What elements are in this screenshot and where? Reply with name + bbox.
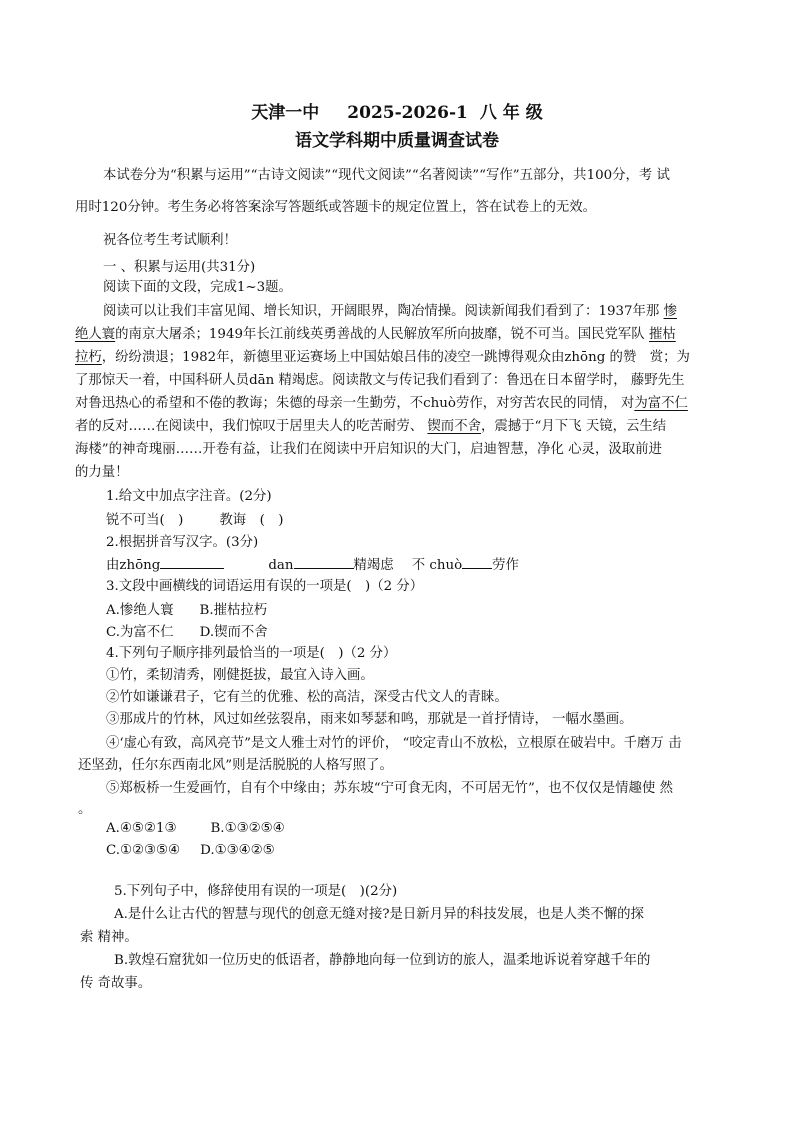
q4-sentence-5a: ⑤郑板桥一生爱画竹，自有个中缘由；苏东坡“宁可食无肉，不可居无竹”，也不仅仅是情趣使 然 xyxy=(106,781,673,796)
q4-sentence-2: ②竹如谦谦君子，它有兰的优雅、松的高洁，深受古代文人的青睐。 xyxy=(106,690,508,705)
q1-item-b: 教诲 ( ) xyxy=(219,513,284,528)
q4-sentence-4b: 还坚劲，任尔东西南北风”则是活脱脱的人格写照了。 xyxy=(78,758,393,773)
intro-line-2: 用时120分钟。考生务必将答案涂写答题纸或答题卡的规定位置上，答在试卷上的无效。 xyxy=(75,200,597,215)
passage-line-8: 的力量！ xyxy=(75,465,129,480)
underlined-phrase: 惨 xyxy=(663,304,677,319)
passage-line-4: 了那惊天一着，中国科研人员dān 精竭虑。阅读散文与传记我们看到了：鲁迅在日本留学时， 藤野先生 xyxy=(75,373,685,388)
q4-sentence-1: ①竹，柔韧清秀，刚健挺拔，最宜入诗入画。 xyxy=(106,668,374,683)
q2-pinyin-2: dan xyxy=(268,558,294,573)
q4-stem: 4.下列句子顺序排列最恰当的一项是( )（2 分） xyxy=(106,646,397,661)
q2-blank-1[interactable] xyxy=(160,554,224,569)
q3-option-a[interactable]: A.惨绝人寰 xyxy=(106,603,174,618)
q4-sentence-5b: 。 xyxy=(78,802,92,817)
q2-stem: 2.根据拼音写汉字。(3分) xyxy=(106,535,259,550)
q4-option-b[interactable]: B.①③②⑤④ xyxy=(210,821,285,836)
q3-option-c[interactable]: C.为富不仁 xyxy=(106,625,174,640)
q4-option-c[interactable]: C.①②③⑤④ xyxy=(106,843,181,858)
passage-line-7: 海楼”的神奇瑰丽……开卷有益，让我们在阅读中开启知识的大门，启迪智慧，净化 心灵，汲取前进 xyxy=(75,442,662,457)
q5-option-a-line-2: 索 精神。 xyxy=(80,930,138,945)
underlined-phrase: 为富不仁 xyxy=(634,396,688,411)
q4-option-d[interactable]: D.①③④②⑤ xyxy=(200,843,275,858)
q3-option-b[interactable]: B.摧枯拉朽 xyxy=(199,603,268,618)
passage-text: ，震撼于“月下飞 天镜，云生结 xyxy=(480,419,667,434)
q2-items xyxy=(106,554,519,576)
q5-option-b-line-2: 传 奇故事。 xyxy=(80,976,152,991)
intro-line-1: 本试卷分为“积累与运用”“古诗文阅读”“现代文阅读”“名著阅读”“写作”五部分，共100分，考 试 xyxy=(103,168,670,183)
q1-items xyxy=(106,511,283,531)
passage-line-5 xyxy=(75,394,688,414)
exam-subtitle: 语文学科期中质量调查试卷 xyxy=(295,131,499,151)
passage-line-2 xyxy=(75,325,676,345)
passage-line-1 xyxy=(103,302,677,322)
passage-text: ，纷纷溃退；1982年，新德里亚运赛场上中国姑娘吕伟的凌空一跳博得观众由zhōng 的赞 赏；为 xyxy=(101,350,690,365)
section1-instruction: 阅读下面的文段，完成1~3题。 xyxy=(103,280,292,295)
q2-pinyin-1: 由zhōng xyxy=(106,558,161,573)
title-grade: 八 年 级 xyxy=(479,103,543,123)
q2-blank-3[interactable] xyxy=(462,554,492,569)
underlined-phrase: 绝人寰 xyxy=(75,327,116,342)
q1-stem: 1.给文中加点字注音。(2分) xyxy=(106,489,272,504)
q2-pinyin-2-after: 精竭虑 xyxy=(353,558,394,573)
passage-text: 的南京大屠杀；1949年长江前线英勇善战的人民解放军所向披靡，锐不可当。国民党军队 xyxy=(115,327,649,342)
section1-heading: 一 、积累与运用(共31分) xyxy=(103,260,256,275)
q3-option-d[interactable]: D.锲而不舍 xyxy=(199,625,268,640)
underlined-phrase: 摧枯 xyxy=(648,327,676,342)
passage-text: 者的反对……在阅读中，我们惊叹于居里夫人的吃苦耐劳、 xyxy=(75,419,428,434)
title-school: 天津一中 xyxy=(251,103,320,123)
underlined-phrase: 锲而不舍 xyxy=(427,419,481,434)
q3-stem: 3.文段中画横线的词语运用有误的一项是( )（2 分） xyxy=(106,579,424,594)
passage-line-6 xyxy=(75,417,666,437)
title-term: 2025-2026-1 xyxy=(347,103,468,123)
q4-options-row-2 xyxy=(106,841,275,861)
q4-options-row-1 xyxy=(106,819,285,839)
exam-title xyxy=(0,98,794,123)
passage-text: 对鲁迅热心的希望和不倦的教诲；朱德的母亲一生勤劳，不chuò劳作，对穷苦农民的同情， 对 xyxy=(75,396,635,411)
q4-sentence-4a: ④‘虚心有致，高风亮节”是文人雅士对竹的评价， “咬定青山不放松，立根原在破岩中。千磨万 击 xyxy=(106,736,682,751)
q3-options-row-1 xyxy=(106,601,267,621)
q1-item-a: 锐不可当( ) xyxy=(106,513,184,528)
passage-text: 阅读可以让我们丰富见闻、增长知识，开阔眼界，陶冶情操。阅读新闻我们看到了：1937年那 xyxy=(103,304,664,319)
q4-option-a[interactable]: A.④⑤②1③ xyxy=(106,821,177,836)
q2-blank-2[interactable] xyxy=(294,554,354,569)
wish-line: 祝各位考生考试顺利！ xyxy=(103,233,237,248)
passage-line-3 xyxy=(75,348,690,368)
q5-stem: 5.下列句子中，修辞使用有误的一项是( )(2分) xyxy=(114,884,398,899)
q2-pinyin-3: 不 chuò xyxy=(411,558,463,573)
q4-sentence-3: ③那成片的竹林，风过如丝弦裂帛，雨来如琴瑟和鸣，那就是一首抒情诗， 一幅水墨画。 xyxy=(106,712,633,727)
underlined-phrase: 拉朽 xyxy=(75,350,102,365)
q2-pinyin-3-after: 劳作 xyxy=(492,558,519,573)
q3-options-row-2 xyxy=(106,623,268,643)
q5-option-b-line-1[interactable]: B.敦煌石窟犹如一位历史的低语者，静静地向每一位到访的旅人，温柔地诉说着穿越千年的 xyxy=(114,953,651,968)
q5-option-a-line-1[interactable]: A.是什么让古代的智慧与现代的创意无缝对接?是日新月异的科技发展，也是人类不懈的探 xyxy=(114,907,644,922)
